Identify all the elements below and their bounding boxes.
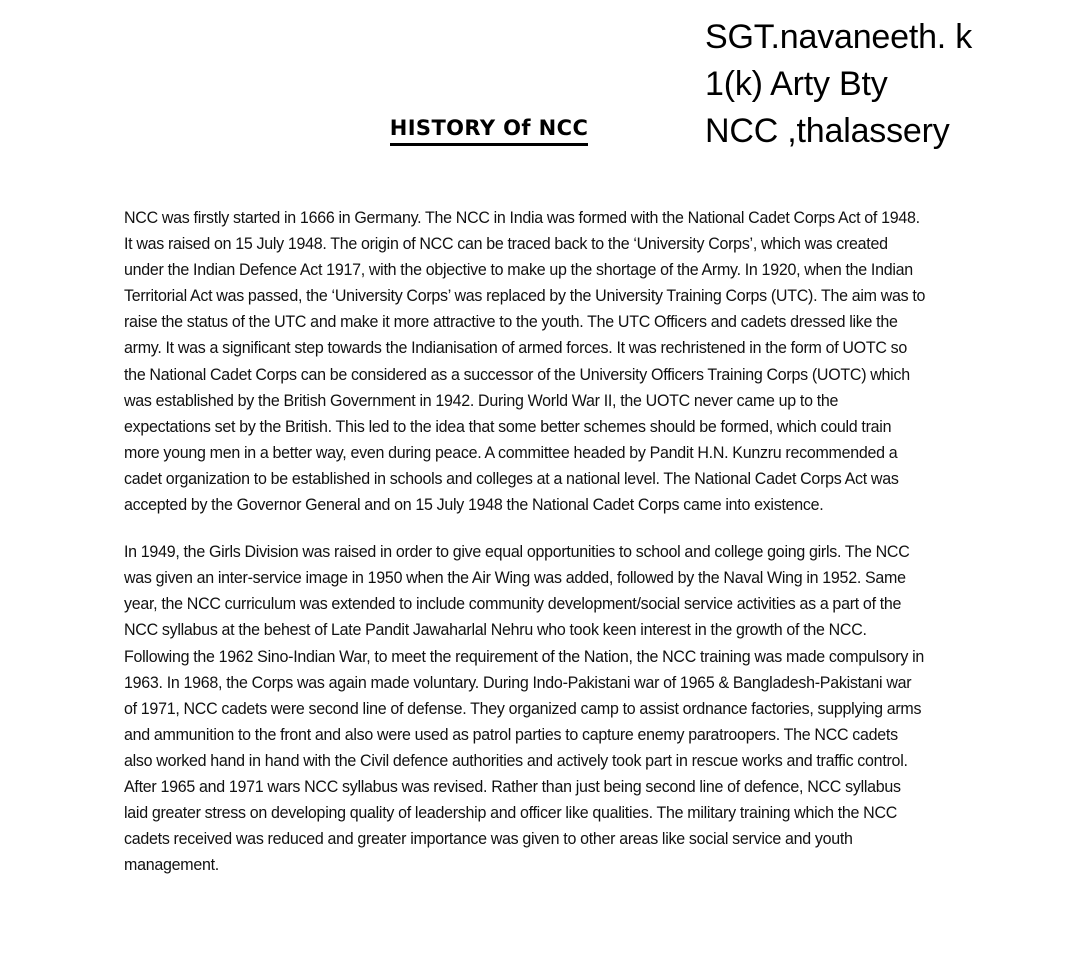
author-unit-line: 1(k) Arty Bty: [705, 65, 888, 103]
page-title: HISTORY Of NCC: [390, 116, 589, 146]
document-body: [124, 205, 957, 878]
author-location-line: NCC ,thalassery: [705, 112, 950, 150]
paragraph-expansion: In 1949, the Girls Division was raised in order to give equal opportunities to school and college going girls. The NCC was given an inter-service image in 1950 when the Air Wing was added, followed by the Naval Wing in 1952. Same year, the NCC curriculum was extended to include community development/social service activities as a part of the NCC syllabus at the behest of Late Pandit Jawaharlal Nehru who took keen interest in the growth of the NCC. Following the 1962 Sino-Indian War, to meet the requirement of the Nation, the NCC training was made compulsory in 1963. In 1968, the Corps was again made voluntary. During Indo-Pakistani war of 1965 & Bangladesh-Pakistani war of 1971, NCC cadets were second line of defense. They organized camp to assist ordnance factories, supplying arms and ammunition to the front and also were used as patrol parties to capture enemy paratroopers. The NCC cadets also worked hand in hand with the Civil defence authorities and actively took part in rescue works and traffic control. After 1965 and 1971 wars NCC syllabus was revised. Rather than just being second line of defence, NCC syllabus laid greater stress on developing quality of leadership and officer like qualities. The military training which the NCC cadets received was reduced and greater importance was given to other areas like social service and youth management.: [124, 542, 925, 875]
author-name-line: SGT.navaneeth. k: [705, 18, 973, 56]
page-title-container: [0, 116, 978, 146]
paragraph-origins: NCC was firstly started in 1666 in Germany. The NCC in India was formed with the National Cadet Corps Act of 1948. It was raised on 15 July 1948. The origin of NCC can be traced back to the ‘University Corps’, which was created under the Indian Defence Act 1917, with the objective to make up the shortage of the Army. In 1920, when the Indian Territorial Act was passed, the ‘University Corps’ was replaced by the University Training Corps (UTC). The aim was to raise the status of the UTC and make it more attractive to the youth. The UTC Officers and cadets dressed like the army. It was a significant step towards the Indianisation of armed forces. It was rechristened in the form of UOTC so the National Cadet Corps can be considered as a successor of the University Officers Training Corps (UOTC) which was established by the British Government in 1942. During World War II, the UOTC never came up to the expectations set by the British. This led to the idea that some better schemes should be formed, which could train more young men in a better way, even during peace. A committee headed by Pandit H.N. Kunzru recommended a cadet organization to be established in schools and colleges at a national level. The National Cadet Corps Act was accepted by the Governor General and on 15 July 1948 the National Cadet Corps came into existence.: [124, 208, 926, 515]
